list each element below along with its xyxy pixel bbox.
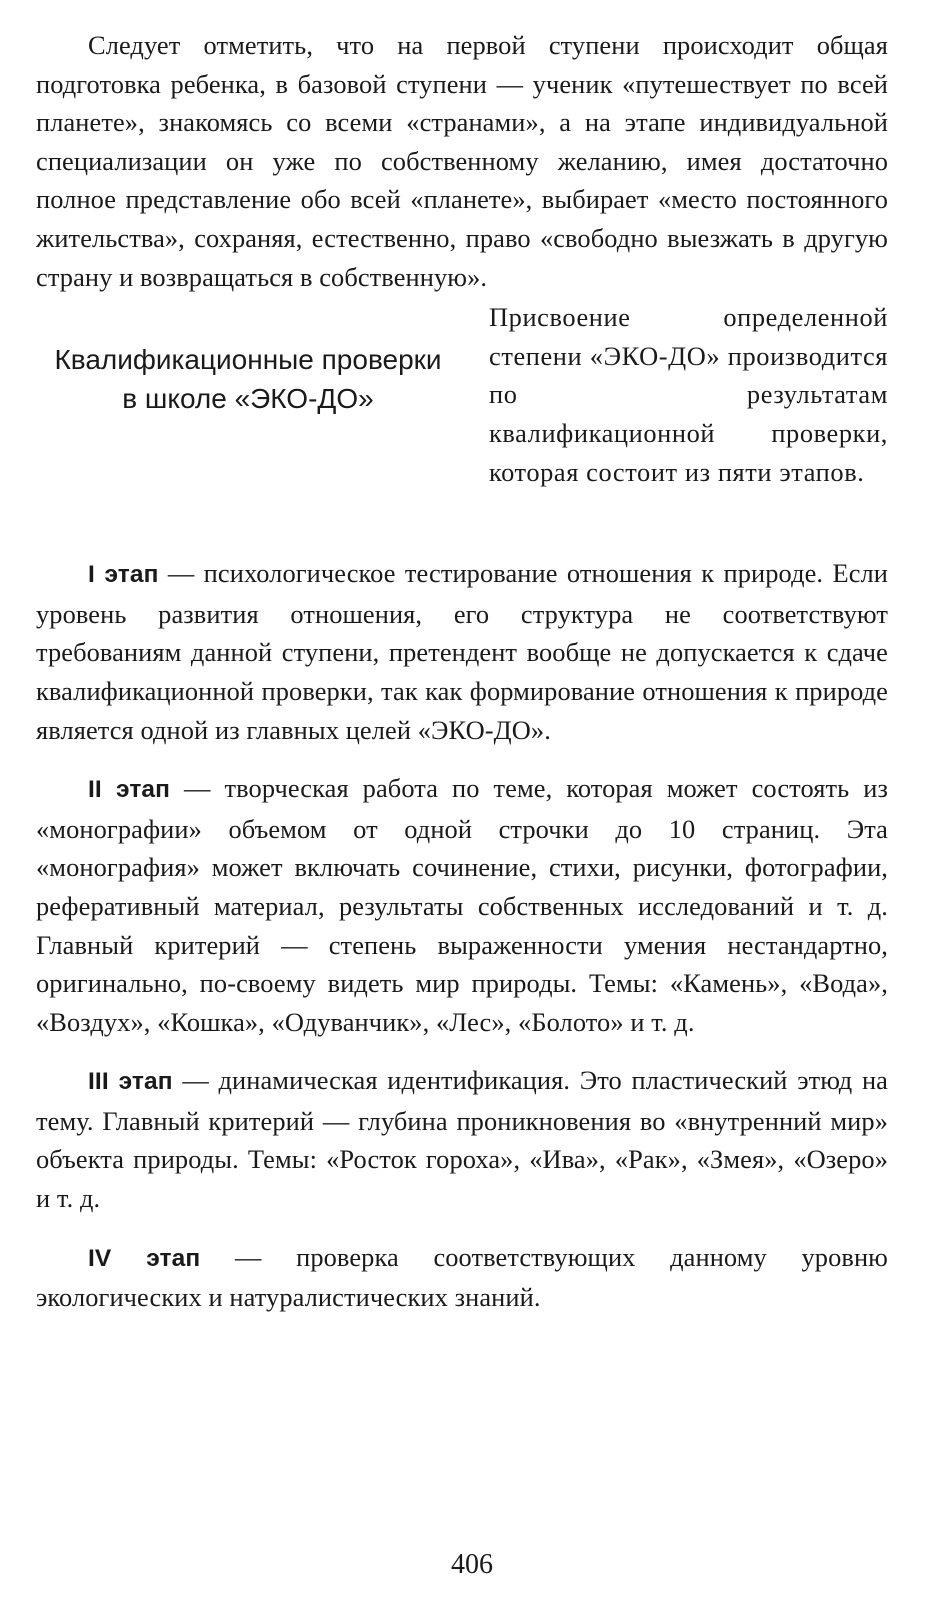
stage-2-paragraph [36, 769, 888, 1041]
section-intro-text: Присвоение определенной степени «ЭКО-ДО» производится по результатам квалификационной проверки, которая состоит из пяти этапов. [489, 302, 888, 487]
stage-3-paragraph [36, 1061, 888, 1217]
page-number: 406 [451, 1549, 493, 1580]
stage-3-text: — динамическая идентификация. Это пластический этюд на тему. Главный критерий — глубина проникновения во «внутренний мир» объекта природы. Темы: «Росток гороха», «Ива», «Рак», «Змея», «Озеро» и т. д. [36, 1065, 888, 1214]
stage-4-label: IV этап [88, 1244, 201, 1272]
stage-4-paragraph [36, 1238, 888, 1317]
section-block [36, 298, 888, 534]
stage-2-text: — творческая работа по теме, которая может состоять из «монографии» объемом от одной строчки до 10 страниц. Эта «монография» может включать сочинение, стихи, рисунки, фотографии, реферативный материал, результаты собственных исследований и т. д. Главный критерий — степень выраженности умения нестандартно, оригинально, по-своему видеть мир природы. Темы: «Камень», «Вода», «Воздух», «Кошка», «Одуванчик», «Лес», «Болото» и т. д. [36, 773, 888, 1037]
stage-1-label: I этап [88, 561, 159, 589]
page-content [36, 26, 888, 1317]
intro-paragraph: Следует отметить, что на первой ступени происходит общая подготовка ребенка, в базовой ступени — ученик «путешествует по всей планете», знакомясь со всеми «странами», а на этапе индивидуальной специализации он уже по собственному желанию, имея достаточно полное представление обо всей «планете», выбирает «место постоянного жительства», сохраняя, естественно, право «свободно выезжать в другую страну и возвращаться в собственную». [36, 30, 888, 292]
stage-3-label: III этап [88, 1068, 173, 1096]
section-title: Квалификационные проверки в школе «ЭКО-ДО» [54, 344, 442, 415]
stage-4-text: — проверка соответствующих данному уровню экологических и натуралистических знаний. [36, 1241, 888, 1313]
stage-1-text: — психологическое тестирование отношения к природе. Если уровень развития отношения, его структура не соответствуют требованиям данной ступени, претендент вообще не допускается к сдаче квалификационной проверки, так как формирование отношения к природе является одной из главных целей «ЭКО-ДО». [36, 558, 889, 745]
stage-1-paragraph [36, 554, 888, 749]
stage-2-label: II этап [88, 776, 171, 804]
